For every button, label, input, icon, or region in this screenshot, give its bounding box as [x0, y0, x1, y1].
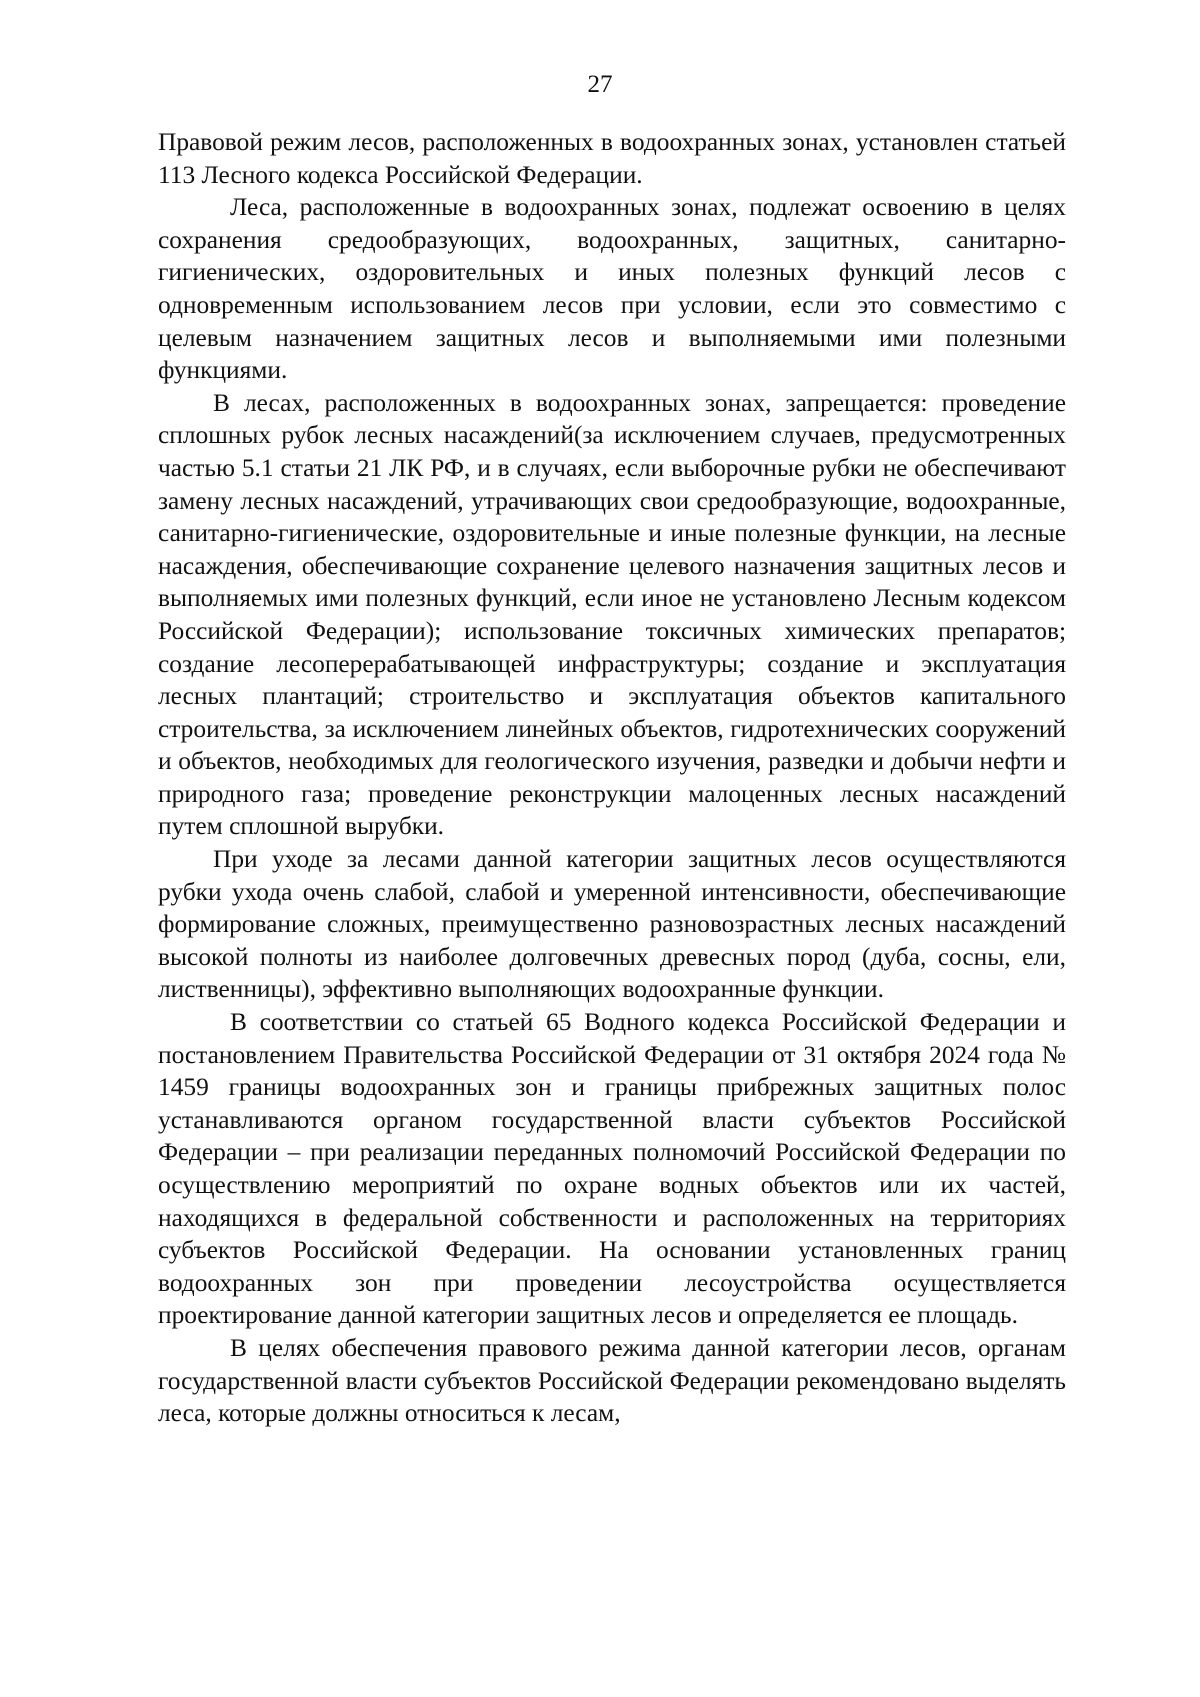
paragraph-forest-care: При уходе за лесами данной категории защитных лесов осуществляются рубки ухода очень слабой, слабой и умеренной интенсивности, обеспечивающие формирование сложных, преимущественно разновозрастных лесных насаждений высокой полноты из наиболее долговечных древесных пород (дуба, сосны, ели, лиственницы), эффективно выполняющих водоохранные функции.: [158, 845, 1066, 1004]
page-number: 27: [587, 71, 613, 98]
paragraph-prohibitions: В лесах, расположенных в водоохранных зонах, запрещается: проведение сплошных рубок лесных насаждений(за исключением случаев, предусмотренных частью 5.1 статьи 21 ЛК РФ, и в случаях, если выборочные рубки не обеспечивают замену лесных насаждений, утрачивающих свои средообразующие, водоохранные, санитарно-гигиенические, оздоровительные и иные полезные функции, на лесные насаждения, обеспечивающие сохранение целевого назначения защитных лесов и выполняемых ими полезных функций, если иное не установлено Лесным кодексом Российской Федерации); использование токсичных химических препаратов; создание лесоперерабатывающей инфраструктуры; создание и эксплуатация лесных плантаций; строительство и эксплуатация объектов капитального строительства, за исключением линейных объектов, гидротехнических сооружений и объектов, необходимых для геологического изучения, разведки и добычи нефти и природного газа; проведение реконструкции малоценных лесных насаждений путем сплошной вырубки.: [158, 388, 1066, 841]
paragraph-legal-regime: Правовой режим лесов, расположенных в водоохранных зонах, установлен статьей 113 Лесного кодекса Российской Федерации.: [158, 128, 1066, 189]
paragraph-legal-regime-recommendation: В целях обеспечения правового режима данной категории лесов, органам государственной власти субъектов Российской Федерации рекомендовано выделять леса, которые должны относиться к лесам,: [158, 1333, 1066, 1428]
paragraph-water-code: В соответствии со статьей 65 Водного кодекса Российской Федерации и постановлением Правительства Российской Федерации от 31 октября 2024 года № 1459 границы водоохранных зон и границы прибрежных защитных полос устанавливаются органом государственной власти субъектов Российской Федерации – при реализации переданных полномочий Российской Федерации по осуществлению мероприятий по охране водных объектов или их частей, находящихся в федеральной собственности и расположенных на территориях субъектов Российской Федерации. На основании установленных границ водоохранных зон при проведении лесоустройства осуществляется проектирование данной категории защитных лесов и определяется ее площадь.: [158, 1008, 1066, 1330]
document-body: [158, 126, 1066, 1430]
paragraph-forest-development: Леса, расположенные в водоохранных зонах, подлежат освоению в целях сохранения средообразующих, водоохранных, защитных, санитарно-гигиенических, оздоровительных и иных полезных функций лесов с одновременным использованием лесов при условии, если это совместимо с целевым назначением защитных лесов и выполняемыми ими полезными функциями.: [158, 193, 1066, 385]
